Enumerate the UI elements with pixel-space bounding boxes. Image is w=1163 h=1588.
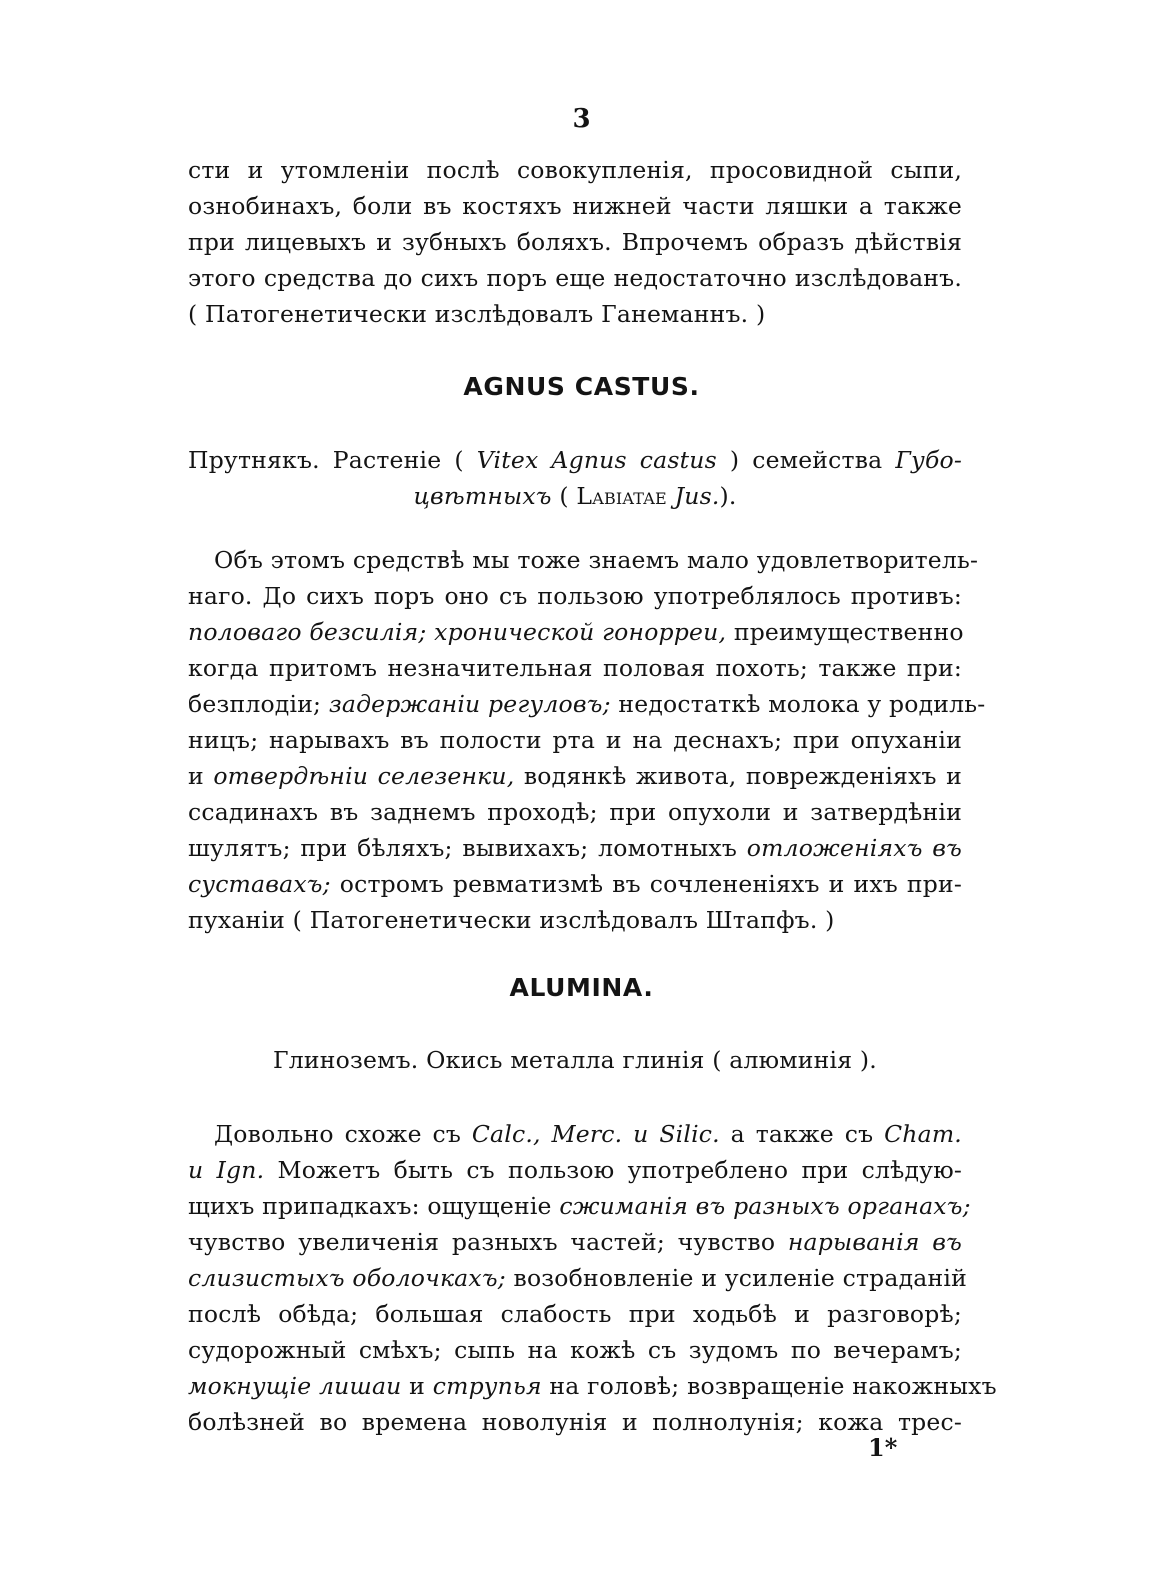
intro-line: при лицевыхъ и зубныхъ боляхъ. Впрочемъ образъ дѣйствія <box>188 228 962 256</box>
agnus-paragraph-line: и отвердѣніи селезенки, водянкѣ живота, поврежденіяхъ и <box>188 762 962 790</box>
agnus-paragraph-line: безплодіи; задержаніи регуловъ; недостаткѣ молока у родиль- <box>188 690 986 718</box>
intro-line: ( Патогенетически изслѣдовалъ Ганеманнъ. ) <box>188 300 766 328</box>
alumina-paragraph-line: и Ign. Можетъ быть съ пользою употреблено при слѣдую- <box>188 1156 962 1184</box>
alumina-paragraph-line: слизистыхъ оболочкахъ; возобновленіе и усиленіе страданій <box>188 1264 967 1292</box>
alumina-paragraph-line: щихъ припадкахъ: ощущеніе сжиманія въ разныхъ органахъ; <box>188 1192 971 1220</box>
agnus-paragraph-line: шулятъ; при бѣляхъ; вывихахъ; ломотныхъ отложеніяхъ въ <box>188 834 963 862</box>
intro-line: ознобинахъ, боли въ костяхъ нижней части ляшки а также <box>188 192 962 220</box>
intro-line: этого средства до сихъ поръ еще недостаточно изслѣдованъ. <box>188 264 962 292</box>
section-heading-agnus-castus: AGNUS CASTUS. <box>463 372 700 401</box>
intro-line: сти и утомленіи послѣ совокупленія, просовидной сыпи, <box>188 156 962 184</box>
agnus-description-line: Прутнякъ. Растеніе ( Vitex Agnus castus ) семейства Губо- <box>188 446 963 474</box>
alumina-paragraph-line: чувство увеличенія разныхъ частей; чувство нарыванія въ <box>188 1228 962 1256</box>
page-number: 3 <box>572 104 591 134</box>
alumina-paragraph-line: послѣ обѣда; большая слабость при ходьбѣ и разговорѣ; <box>188 1300 962 1328</box>
section-heading-alumina: ALUMINA. <box>509 973 654 1002</box>
alumina-description-line: Глиноземъ. Окись металла глинія ( алюминія ). <box>273 1046 877 1074</box>
agnus-paragraph-line: Объ этомъ средствѣ мы тоже знаемъ мало удовлетворитель- <box>214 546 979 574</box>
alumina-paragraph-line: судорожный смѣхъ; сыпь на кожѣ съ зудомъ по вечерамъ; <box>188 1336 962 1364</box>
agnus-paragraph-line: суставахъ; остромъ ревматизмѣ въ сочлененіяхъ и ихъ при- <box>188 870 963 898</box>
alumina-paragraph-line: мокнущіе лишаи и струпья на головѣ; возвращеніе накожныхъ <box>188 1372 997 1400</box>
agnus-description-line: цвѣтныхъ ( Labiatae Jus.). <box>413 482 737 510</box>
printer-signature-mark: 1* <box>868 1433 898 1462</box>
agnus-paragraph-line: ницъ; нарывахъ въ полости рта и на деснахъ; при опуханіи <box>188 726 962 754</box>
agnus-paragraph-line: половаго безсилія; хронической гонорреи, преимущественно <box>188 618 964 646</box>
agnus-paragraph-line: когда притомъ незначительная половая похоть; также при: <box>188 654 962 682</box>
agnus-paragraph-line: ссадинахъ въ заднемъ проходѣ; при опухоли и затвердѣніи <box>188 798 962 826</box>
agnus-paragraph-line: пуханіи ( Патогенетически изслѣдовалъ Штапфъ. ) <box>188 906 835 934</box>
agnus-paragraph-line: наго. До сихъ поръ оно съ пользою употреблялось противъ: <box>188 582 962 610</box>
alumina-paragraph-line: Довольно схоже съ Calc., Merc. и Silic. а также съ Cham. <box>214 1120 962 1148</box>
alumina-paragraph-line: болѣзней во времена новолунія и полнолунія; кожа трес- <box>188 1408 962 1436</box>
